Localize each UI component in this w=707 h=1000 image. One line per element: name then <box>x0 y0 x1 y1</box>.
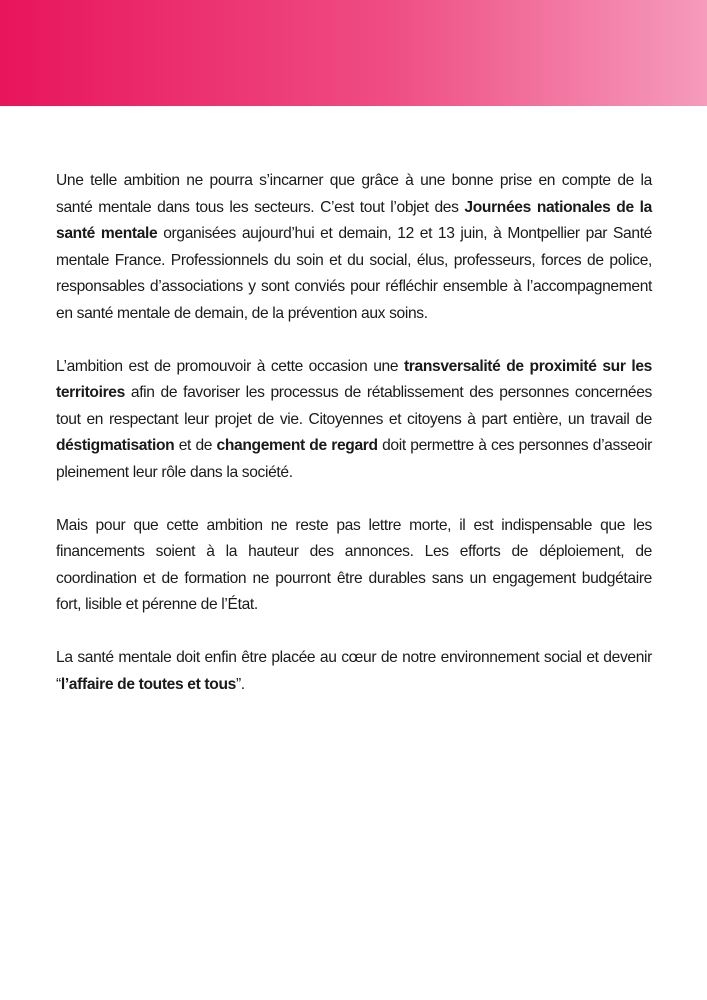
paragraph-2-text-g: doit permettre à ces personnes d’asseoir pleinement leur rôle dans la société. <box>56 437 652 481</box>
paragraph-2-bold-destigmatisation: déstigmatisation <box>56 437 175 454</box>
paragraph-4-bold-affaire: l’affaire de toutes et tous <box>60 675 236 693</box>
paragraph-4 <box>56 645 652 698</box>
document-body <box>56 168 652 725</box>
paragraph-1-bold-journees: Journées nationales de la santé mentale <box>56 198 652 242</box>
paragraph-2-text-e: et de <box>174 437 217 454</box>
paragraph-3-text: Mais pour que cette ambition ne reste pas lettre morte, il est indispensable que les financements soient à la hauteur des annonces. Les efforts de déploiement, de coordination et de formation ne pourront être durables sans un engagement budgétaire fort, lisible et pérenne de l’État. <box>56 516 652 613</box>
paragraph-3 <box>56 513 652 619</box>
paragraph-4-text-a: La santé mentale doit enfin être placée au cœur de notre environnement social et devenir “ <box>56 649 652 693</box>
paragraph-2-bold-changement: changement de regard <box>216 437 378 454</box>
paragraph-4-text-c: ”. <box>235 675 245 693</box>
paragraph-2-bold-transversalite: transversalité de proximité sur les territoires <box>56 357 652 401</box>
paragraph-2-text-c: afin de favoriser les processus de rétablissement des personnes concernées tout en respectant leur projet de vie. Citoyennes et citoyens à part entière, un travail de <box>56 384 652 428</box>
paragraph-1-text-a: Une telle ambition ne pourra s’incarner que grâce à une bonne prise en compte de la santé mentale dans tous les secteurs. C’est tout l’objet des <box>56 172 652 216</box>
paragraph-1 <box>56 168 652 327</box>
paragraph-1-text-c: organisées aujourd’hui et demain, 12 et 13 juin, à Montpellier par Santé mentale France. Professionnels du soin et du social, élus, professeurs, forces de police, responsables d’associations y sont conviés pour réfléchir ensemble à l’accompagnement en santé mentale de demain, de la prévention aux soins. <box>56 225 652 322</box>
header-gradient-band <box>0 0 707 106</box>
paragraph-2 <box>56 354 652 487</box>
paragraph-2-text-a: L’ambition est de promouvoir à cette occasion une <box>56 357 404 375</box>
